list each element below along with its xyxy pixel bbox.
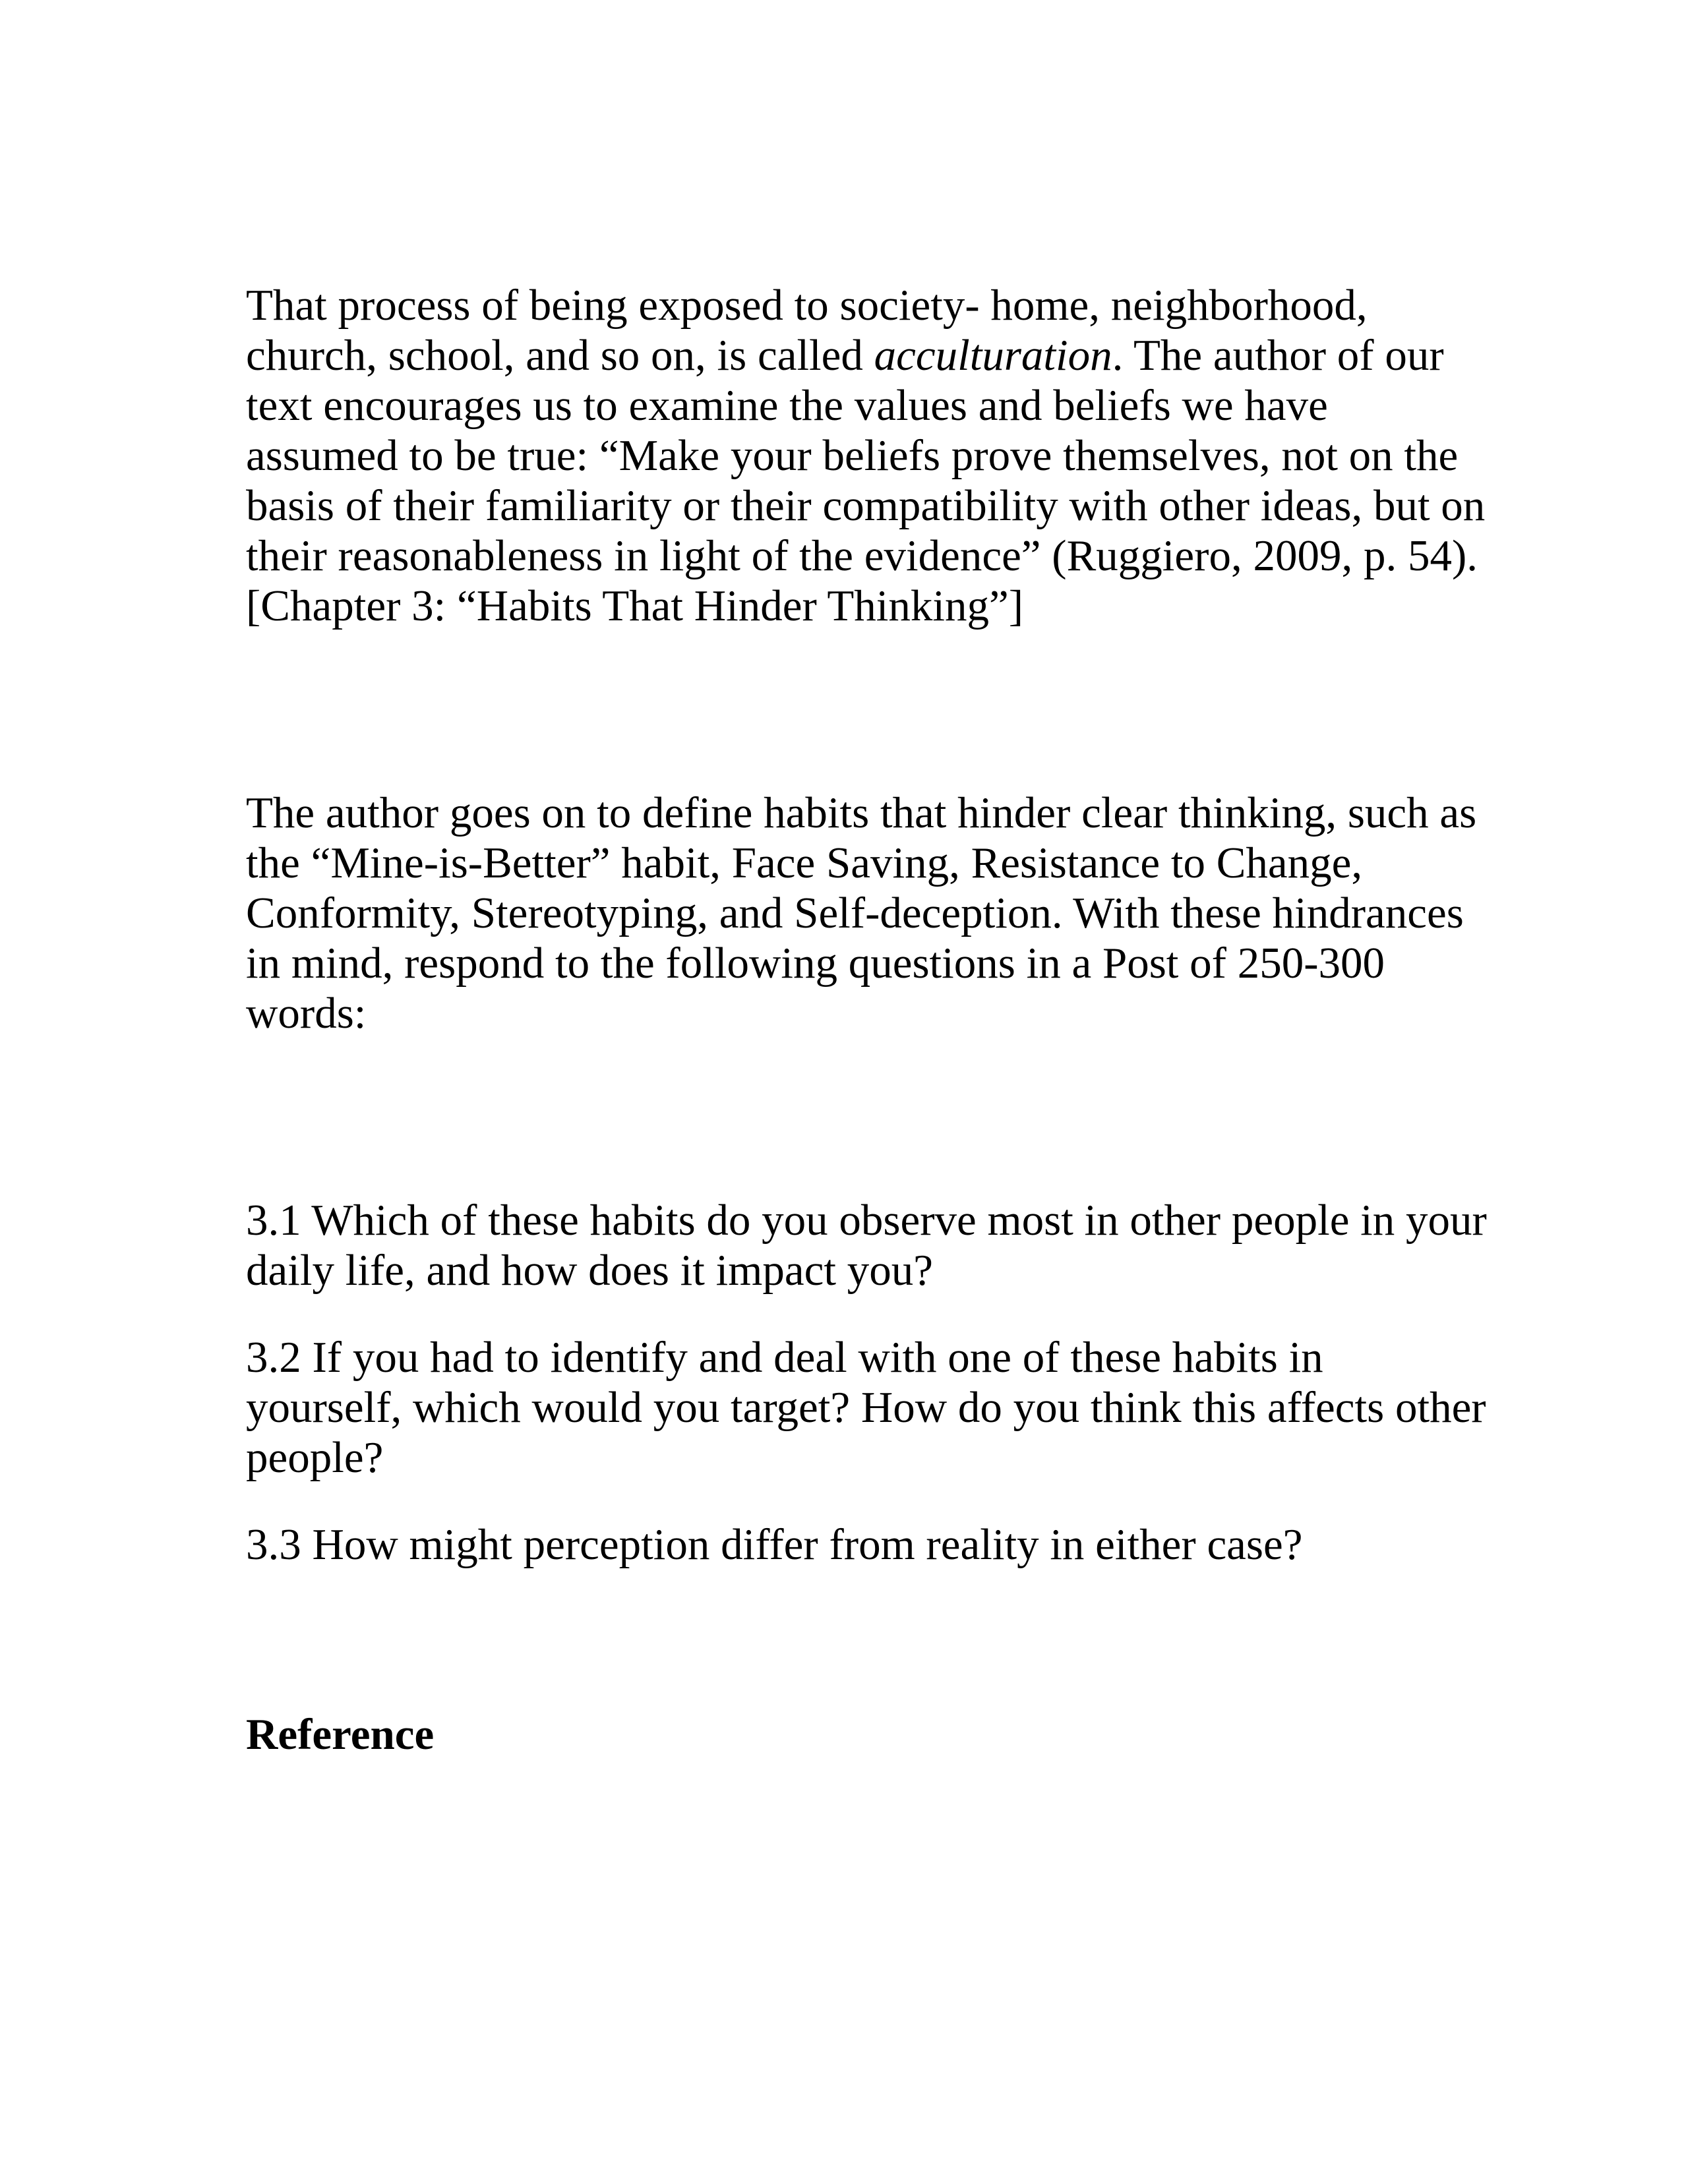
text-line: yourself, which would you target? How do you think this affects other [246,1383,1486,1432]
text-line: 3.3 How might perception differ from reality in either case? [246,1520,1303,1569]
paragraph-habits [246,788,1499,1038]
text-line: words: [246,989,367,1038]
text-line: people? [246,1433,384,1482]
text-line: their reasonableness in light of the evidence” (Ruggiero, 2009, p. 54). [246,531,1478,580]
question-3-3 [246,1520,1499,1570]
text-line: [Chapter 3: “Habits That Hinder Thinking”] [246,581,1024,630]
question-3-1 [246,1195,1499,1295]
question-3-2 [246,1332,1499,1483]
text-line: Conformity, Stereotyping, and Self-deception. With these hindrances [246,889,1464,937]
italic-term: acculturation [874,331,1112,380]
text-line: 3.2 If you had to identify and deal with one of these habits in [246,1333,1323,1382]
paragraph-acculturation [246,280,1499,631]
text-line [246,330,1499,380]
text-line: 3.1 Which of these habits do you observe most in other people in your [246,1196,1487,1245]
text-line: basis of their familiarity or their compatibility with other ideas, but on [246,481,1486,530]
text-line: That process of being exposed to society- home, neighborhood, [246,281,1368,330]
text-segment: church, school, and so on, is called [246,331,874,380]
text-segment: . The author of our [1112,331,1444,380]
reference-heading: Reference [246,1710,435,1759]
text-line: in mind, respond to the following questions in a Post of 250-300 [246,939,1385,988]
document-body [246,280,1499,1759]
text-line: The author goes on to define habits that hinder clear thinking, such as [246,788,1477,837]
text-line: assumed to be true: “Make your beliefs prove themselves, not on the [246,431,1459,480]
text-line: text encourages us to examine the values and beliefs we have [246,381,1328,430]
text-line: the “Mine-is-Better” habit, Face Saving, Resistance to Change, [246,839,1363,887]
text-line: daily life, and how does it impact you? [246,1246,933,1295]
